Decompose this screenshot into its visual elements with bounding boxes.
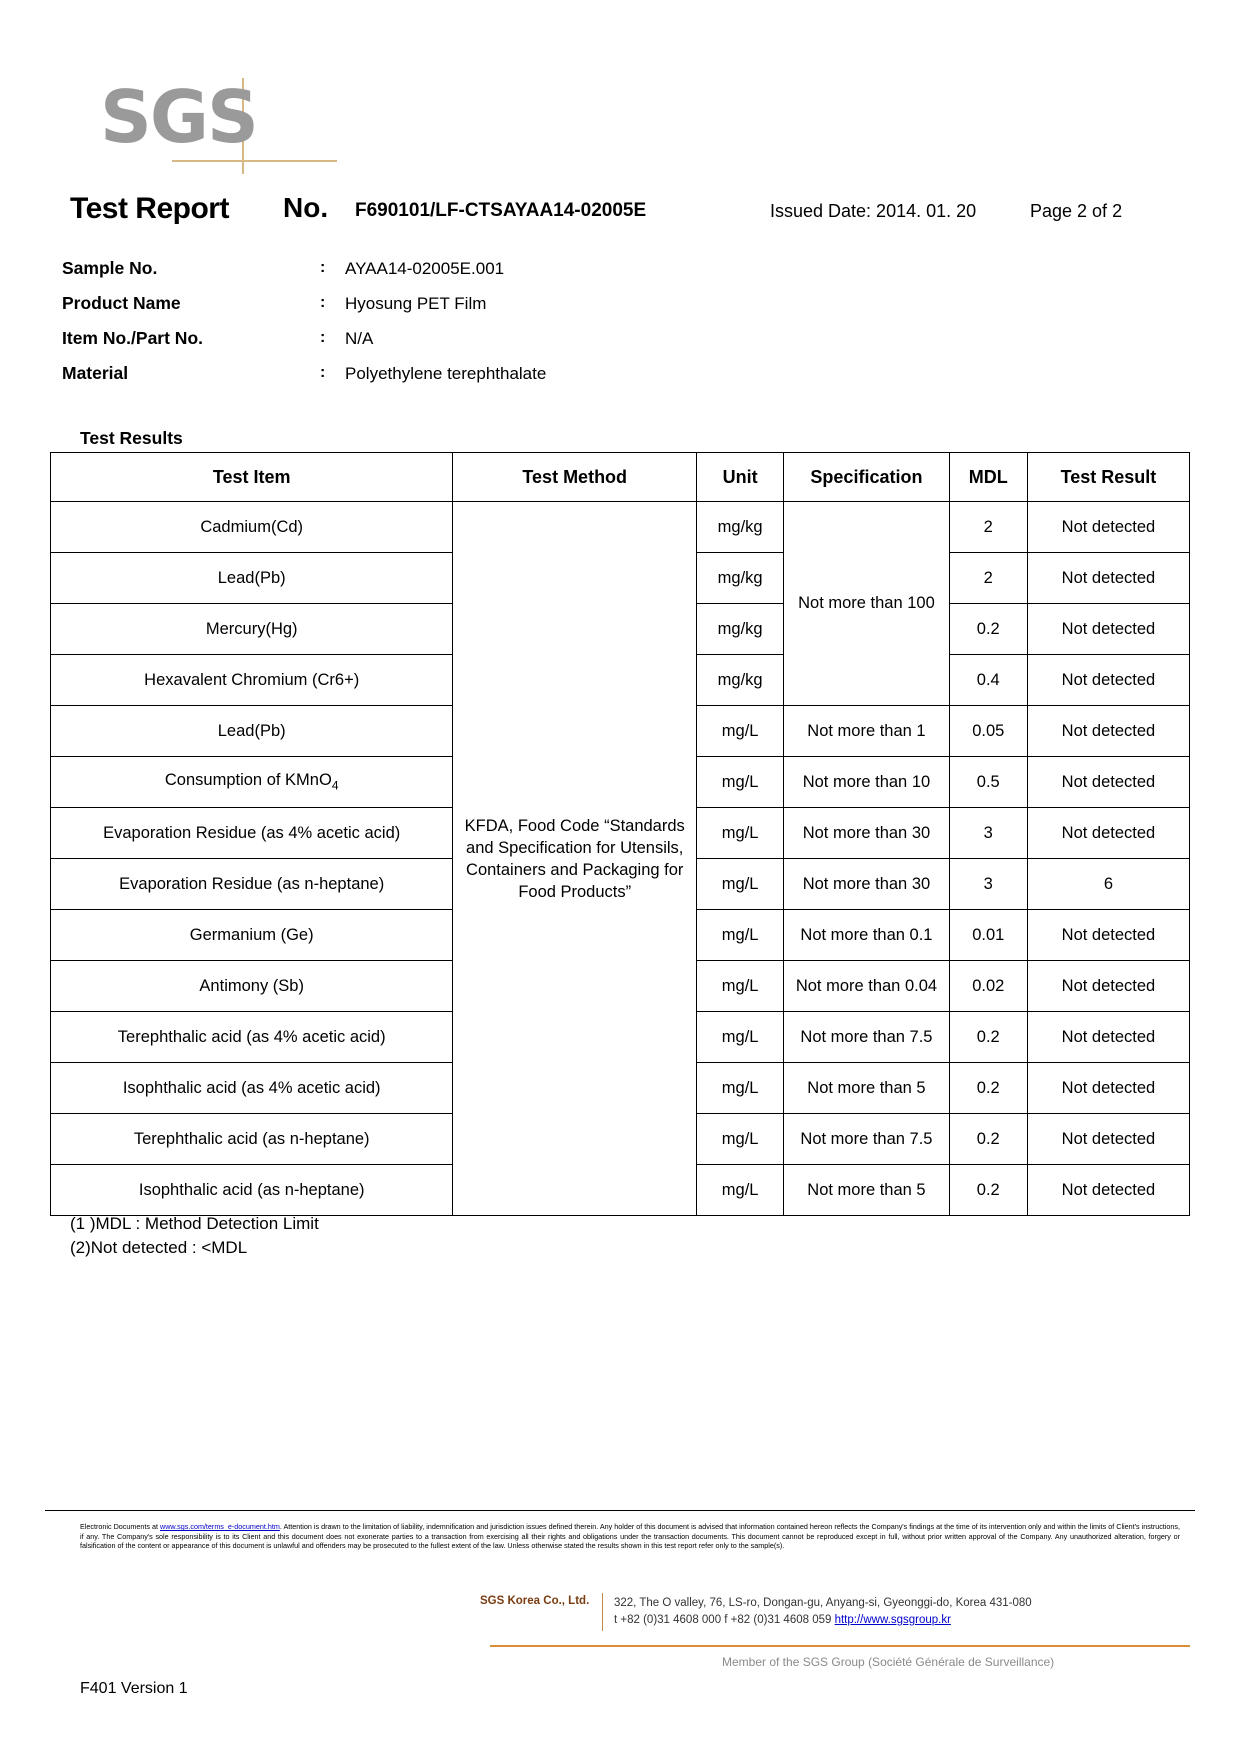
cell-unit: mg/L bbox=[697, 808, 784, 859]
test-results-table bbox=[50, 452, 1190, 1216]
page-title: Test Report bbox=[70, 192, 229, 225]
cell-test-result: Not detected bbox=[1027, 910, 1189, 961]
logo-text: SGS bbox=[100, 75, 257, 159]
cell-test-result: Not detected bbox=[1027, 1063, 1189, 1114]
footer-version: F401 Version 1 bbox=[80, 1680, 188, 1697]
cell-test-item: Isophthalic acid (as 4% acetic acid) bbox=[51, 1063, 453, 1114]
cell-unit: mg/L bbox=[697, 910, 784, 961]
col-header-test-item: Test Item bbox=[51, 453, 453, 502]
e-document-link[interactable]: www.sgs.com/terms_e-document.htm bbox=[160, 1522, 280, 1531]
meta-row-sample-no bbox=[62, 258, 962, 293]
cell-mdl: 0.2 bbox=[949, 1012, 1027, 1063]
cell-test-item: Evaporation Residue (as 4% acetic acid) bbox=[51, 808, 453, 859]
col-header-test-method: Test Method bbox=[453, 453, 697, 502]
cell-test-result: Not detected bbox=[1027, 502, 1189, 553]
cell-unit: mg/L bbox=[697, 706, 784, 757]
cell-mdl: 2 bbox=[949, 502, 1027, 553]
cell-unit: mg/L bbox=[697, 757, 784, 808]
table-header-row bbox=[51, 453, 1190, 502]
cell-mdl: 3 bbox=[949, 859, 1027, 910]
page-indicator: Page 2 of 2 bbox=[1030, 201, 1123, 221]
cell-mdl: 0.5 bbox=[949, 757, 1027, 808]
footer-divider bbox=[45, 1510, 1195, 1511]
cell-unit: mg/L bbox=[697, 1063, 784, 1114]
footer-address-line2: t +82 (0)31 4608 000 f +82 (0)31 4608 059 bbox=[614, 1614, 835, 1626]
col-header-specification: Specification bbox=[784, 453, 949, 502]
cell-test-item: Cadmium(Cd) bbox=[51, 502, 453, 553]
col-header-mdl: MDL bbox=[949, 453, 1027, 502]
report-no-value: F690101/LF-CTSAYAA14-02005E bbox=[355, 200, 647, 221]
cell-test-item: Mercury(Hg) bbox=[51, 604, 453, 655]
cell-test-result: Not detected bbox=[1027, 604, 1189, 655]
meta-row-item-no bbox=[62, 328, 962, 363]
cell-mdl: 3 bbox=[949, 808, 1027, 859]
report-no-label: No. bbox=[283, 192, 329, 223]
table-row bbox=[51, 502, 1190, 553]
sample-meta bbox=[62, 258, 962, 398]
cell-test-item: Lead(Pb) bbox=[51, 706, 453, 757]
test-results-label: Test Results bbox=[80, 428, 183, 448]
meta-colon: : bbox=[320, 329, 326, 346]
cell-test-item: Hexavalent Chromium (Cr6+) bbox=[51, 655, 453, 706]
cell-test-result: Not detected bbox=[1027, 961, 1189, 1012]
cell-specification: Not more than 1 bbox=[784, 706, 949, 757]
meta-value: N/A bbox=[345, 329, 374, 348]
cell-specification: Not more than 30 bbox=[784, 859, 949, 910]
meta-label: Item No./Part No. bbox=[62, 328, 203, 348]
cell-specification: Not more than 10 bbox=[784, 757, 949, 808]
cell-test-result: Not detected bbox=[1027, 706, 1189, 757]
meta-value: AYAA14-02005E.001 bbox=[345, 259, 505, 278]
cell-specification: Not more than 30 bbox=[784, 808, 949, 859]
cell-mdl: 0.2 bbox=[949, 1165, 1027, 1216]
cell-test-item: Consumption of KMnO$_4$ bbox=[51, 757, 453, 808]
cell-test-result: Not detected bbox=[1027, 757, 1189, 808]
sgs-logo bbox=[100, 75, 300, 178]
cell-unit: mg/L bbox=[697, 1114, 784, 1165]
cell-specification: Not more than 100 bbox=[784, 502, 949, 706]
footer-company-name: SGS Korea Co., Ltd. bbox=[480, 1595, 590, 1607]
cell-mdl: 0.2 bbox=[949, 1063, 1027, 1114]
footer-legal-text bbox=[80, 1522, 1180, 1551]
cell-test-result: Not detected bbox=[1027, 808, 1189, 859]
cell-mdl: 0.2 bbox=[949, 1114, 1027, 1165]
cell-test-item: Lead(Pb) bbox=[51, 553, 453, 604]
sgs-website-link[interactable]: http://www.sgsgroup.kr bbox=[834, 1614, 951, 1626]
cell-specification: Not more than 0.04 bbox=[784, 961, 949, 1012]
meta-colon: : bbox=[320, 364, 326, 381]
report-header bbox=[70, 192, 1170, 234]
meta-label: Product Name bbox=[62, 293, 181, 313]
cell-mdl: 0.05 bbox=[949, 706, 1027, 757]
cell-unit: mg/L bbox=[697, 1012, 784, 1063]
cell-specification: Not more than 7.5 bbox=[784, 1114, 949, 1165]
col-header-unit: Unit bbox=[697, 453, 784, 502]
cell-test-item: Terephthalic acid (as 4% acetic acid) bbox=[51, 1012, 453, 1063]
cell-unit: mg/L bbox=[697, 1165, 784, 1216]
footer-address-block bbox=[480, 1595, 1190, 1641]
cell-unit: mg/kg bbox=[697, 502, 784, 553]
footer-accent-rule bbox=[490, 1645, 1190, 1647]
meta-value: Hyosung PET Film bbox=[345, 294, 487, 313]
cell-test-result: Not detected bbox=[1027, 1114, 1189, 1165]
cell-specification: Not more than 7.5 bbox=[784, 1012, 949, 1063]
cell-test-result: Not detected bbox=[1027, 1165, 1189, 1216]
cell-test-item: Isophthalic acid (as n-heptane) bbox=[51, 1165, 453, 1216]
cell-mdl: 0.4 bbox=[949, 655, 1027, 706]
note-line-1: (1 )MDL : Method Detection Limit bbox=[70, 1214, 319, 1233]
meta-value: Polyethylene terephthalate bbox=[345, 364, 547, 383]
cell-specification: Not more than 0.1 bbox=[784, 910, 949, 961]
footer-vertical-divider bbox=[602, 1593, 603, 1631]
footer-address bbox=[614, 1595, 1032, 1629]
cell-specification: Not more than 5 bbox=[784, 1165, 949, 1216]
cell-test-item: Germanium (Ge) bbox=[51, 910, 453, 961]
meta-label: Sample No. bbox=[62, 258, 158, 278]
meta-colon: : bbox=[320, 259, 326, 276]
col-header-test-result: Test Result bbox=[1027, 453, 1189, 502]
footer-member-text: Member of the SGS Group (Société Générale de Surveillance) bbox=[722, 1655, 1055, 1669]
cell-unit: mg/L bbox=[697, 859, 784, 910]
meta-label: Material bbox=[62, 363, 129, 383]
footer-legal-pre: Electronic Documents at bbox=[80, 1522, 160, 1531]
note-line-2: (2)Not detected : <MDL bbox=[70, 1238, 248, 1257]
cell-mdl: 0.01 bbox=[949, 910, 1027, 961]
cell-test-result: Not detected bbox=[1027, 1012, 1189, 1063]
cell-unit: mg/L bbox=[697, 961, 784, 1012]
cell-specification: Not more than 5 bbox=[784, 1063, 949, 1114]
cell-test-result: 6 bbox=[1027, 859, 1189, 910]
meta-row-material bbox=[62, 363, 962, 398]
footer-legal-post: . Attention is drawn to the limitation of liability, indemnification and jurisdiction issues defined therein. Any holder of this document is advised that information contained hereon reflects the Company's findings at the time of its intervention only and within the limits of Client's instructions, if any. The Company's sole responsibility is to its Client and this document does not exonerate parties to a transaction from exercising all their rights and obligations under the transaction documents. This document cannot be reproduced except in full, without prior written approval of the Company. Any unauthorized alteration, forgery or falsification of the content or appearance of this document is unlawful and offenders may be prosecuted to the fullest extent of the law. Unless otherwise stated the results shown in this test report refer only to the sample(s). bbox=[80, 1522, 1180, 1551]
cell-test-item: Terephthalic acid (as n-heptane) bbox=[51, 1114, 453, 1165]
cell-mdl: 0.2 bbox=[949, 604, 1027, 655]
meta-row-product-name bbox=[62, 293, 962, 328]
meta-colon: : bbox=[320, 294, 326, 311]
cell-mdl: 0.02 bbox=[949, 961, 1027, 1012]
cell-unit: mg/kg bbox=[697, 655, 784, 706]
issued-date: Issued Date: 2014. 01. 20 bbox=[770, 201, 977, 221]
cell-test-item: Evaporation Residue (as n-heptane) bbox=[51, 859, 453, 910]
footer-address-line1: 322, The O valley, 76, LS-ro, Dongan-gu, Anyang-si, Gyeonggi-do, Korea 431-080 bbox=[614, 1597, 1032, 1609]
cell-unit: mg/kg bbox=[697, 553, 784, 604]
cell-test-result: Not detected bbox=[1027, 655, 1189, 706]
logo-horizontal-line bbox=[172, 160, 337, 162]
cell-mdl: 2 bbox=[949, 553, 1027, 604]
cell-unit: mg/kg bbox=[697, 604, 784, 655]
cell-test-result: Not detected bbox=[1027, 553, 1189, 604]
table-notes bbox=[70, 1212, 319, 1260]
cell-test-item: Antimony (Sb) bbox=[51, 961, 453, 1012]
cell-test-method: KFDA, Food Code “Standards and Specification for Utensils, Containers and Packaging for Food Products” bbox=[453, 502, 697, 1216]
